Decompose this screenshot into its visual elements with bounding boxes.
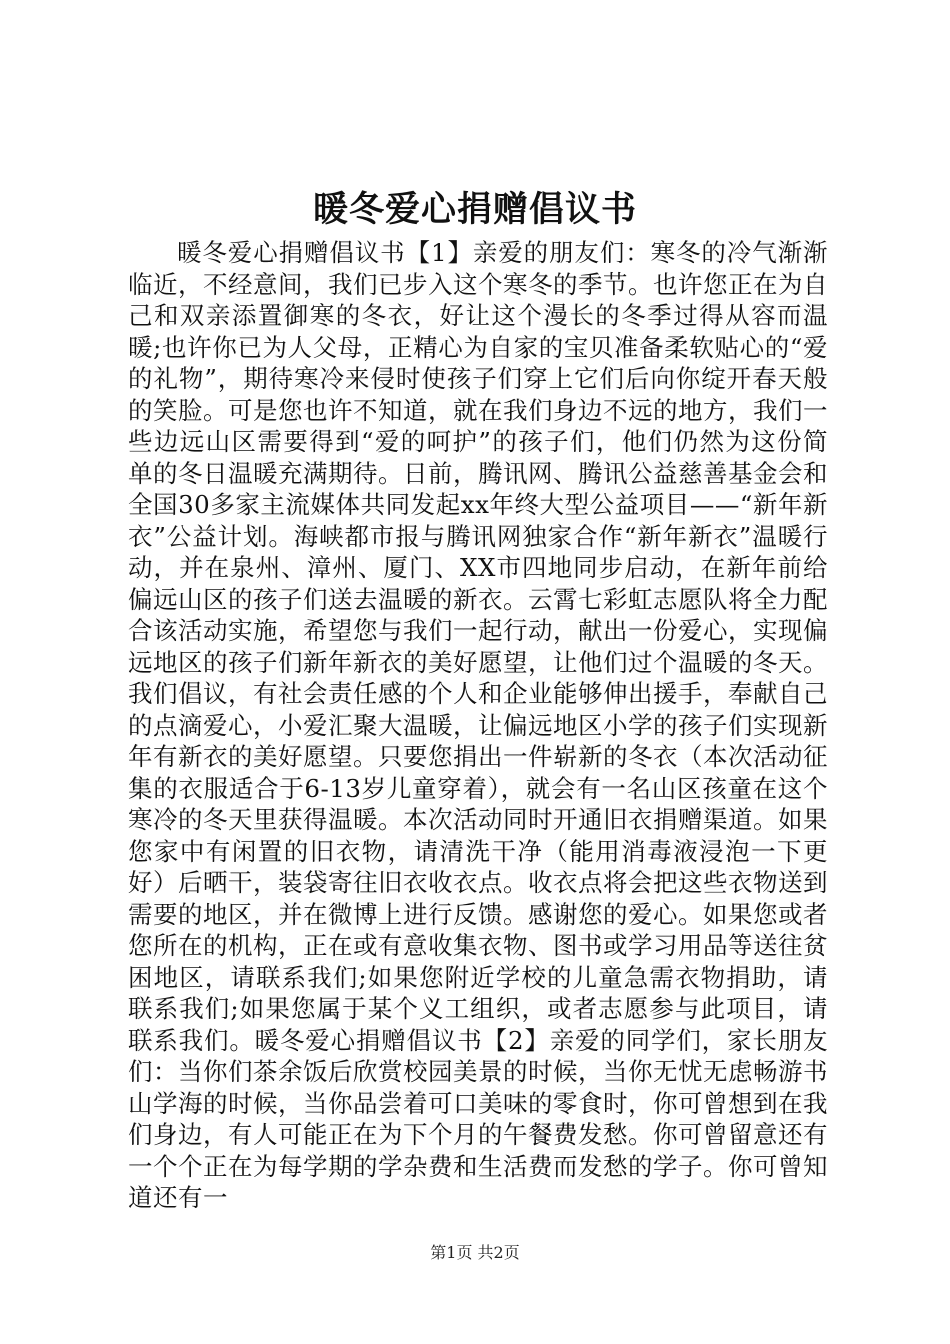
document-body: 暖冬爱心捐赠倡议书【1】亲爱的朋友们：寒冬的冷气渐渐临近，不经意间，我们已步入这个寒冬的季节。也许您正在为自己和双亲添置御寒的冬衣，好让这个漫长的冬季过得从容而温暖;也许你已为人父母，正精心为自家的宝贝准备柔软贴心的“爱的礼物”，期待寒冷来侵时使孩子们穿上它们后向你绽开春天般的笑脸。可是您也许不知道，就在我们身边不远的地方，我们一些边远山区需要得到“爱的呵护”的孩子们，他们仍然为这份简单的冬日温暖充满期待。日前，腾讯网、腾讯公益慈善基金会和全国30多家主流媒体共同发起xx年终大型公益项目——“新年新衣”公益计划。海峡都市报与腾讯网独家合作“新年新衣”温暖行动，并在泉州、漳州、厦门、XX市四地同步启动，在新年前给偏远山区的孩子们送去温暖的新衣。云霄七彩虹志愿队将全力配合该活动实施，希望您与我们一起行动，献出一份爱心，实现偏远地区的孩子们新年新衣的美好愿望，让他们过个温暖的冬天。我们倡议，有社会责任感的个人和企业能够伸出援手，奉献自己的点滴爱心，小爱汇聚大温暖，让偏远地区小学的孩子们实现新年有新衣的美好愿望。只要您捐出一件崭新的冬衣（本次活动征集的衣服适合于6-13岁儿童穿着），就会有一名山区孩童在这个寒冷的冬天里获得温暖。本次活动同时开通旧衣捐赠渠道。如果您家中有闲置的旧衣物，请清洗干净（能用消毒液浸泡一下更好）后晒干，装袋寄往旧衣收衣点。收衣点将会把这些衣物送到需要的地区，并在微博上进行反馈。感谢您的爱心。如果您或者您所在的机构，正在或有意收集衣物、图书或学习用品等送往贫困地区，请联系我们;如果您附近学校的儿童急需衣物捐助，请联系我们;如果您属于某个义工组织，或者志愿参与此项目，请联系我们。暖冬爱心捐赠倡议书【2】亲爱的同学们，家长朋友们：当你们茶余饭后欣赏校园美景的时候，当你无忧无虑畅游书山学海的时候，当你品尝着可口美味的零食时，你可曾想到在我们身边，有人可能正在为下个月的午餐费发愁。你可曾留意还有一个个正在为每学期的学杂费和生活费而发愁的学子。你可曾知道还有一 bbox=[128, 238, 828, 1212]
document-title: 暖冬爱心捐赠倡议书 bbox=[312, 189, 637, 230]
page-footer: 第1页 共2页 bbox=[430, 1243, 520, 1262]
